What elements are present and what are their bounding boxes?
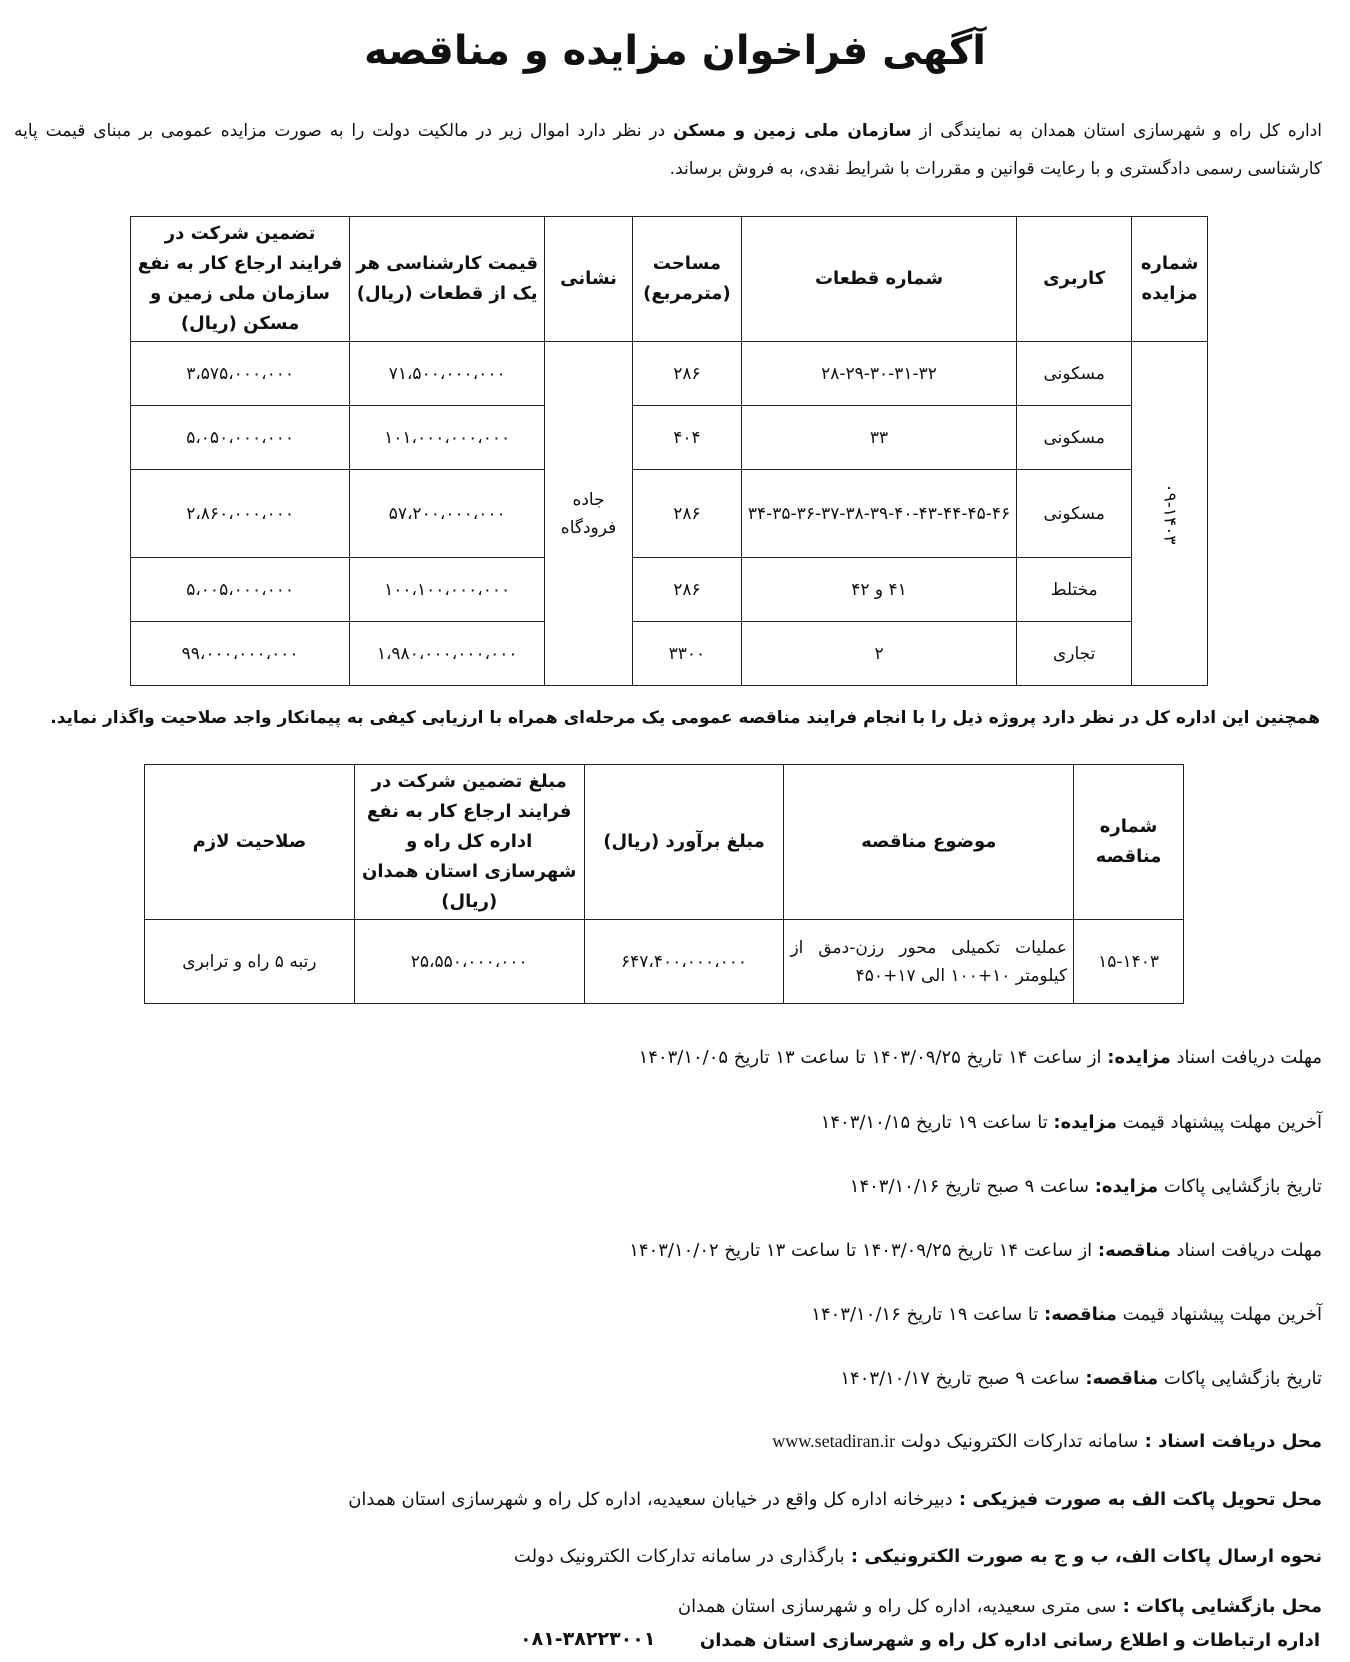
header-estimate: مبلغ برآورد (ریال) [584, 765, 784, 920]
plots-cell: ۳۳ [741, 406, 1016, 470]
schedule-value: تا ساعت ۱۹ تاریخ ۱۴۰۳/۱۰/۱۵ [820, 1112, 1054, 1133]
schedule-type: مناقصه: [1085, 1368, 1159, 1389]
detail-label: نحوه ارسال پاکات الف، ب و ج به صورت الکترونیکی : [844, 1546, 1322, 1567]
intro-part1: اداره کل راه و شهرسازی استان همدان به نمایندگی از [911, 121, 1322, 141]
header-plots: شماره قطعات [741, 217, 1016, 342]
guarantee-cell: ۹۹،۰۰۰،۰۰۰،۰۰۰ [131, 622, 350, 686]
price-cell: ۷۱،۵۰۰،۰۰۰،۰۰۰ [350, 342, 545, 406]
header-use: کاربری [1017, 217, 1132, 342]
detail-line [678, 1596, 1322, 1617]
price-cell: ۵۷،۲۰۰،۰۰۰،۰۰۰ [350, 470, 545, 558]
area-cell: ۴۰۴ [632, 406, 741, 470]
guarantee-cell: ۲،۸۶۰،۰۰۰،۰۰۰ [131, 470, 350, 558]
detail-label: محل تحویل پاکت الف به صورت فیزیکی : [952, 1489, 1322, 1510]
schedule-line [840, 1368, 1322, 1389]
intro-paragraph [14, 112, 1322, 188]
tender-subject-cell: عملیات تکمیلی محور رزن-دمق از کیلومتر ۱۰+۱۰۰ الی ۱۷+۴۵۰ [784, 920, 1074, 1004]
use-cell: مختلط [1017, 558, 1132, 622]
schedule-type: مناقصه: [1044, 1304, 1117, 1325]
schedule-line [811, 1304, 1322, 1325]
detail-value: بارگذاری در سامانه تدارکات الکترونیک دولت [513, 1546, 845, 1567]
area-cell: ۲۸۶ [632, 558, 741, 622]
schedule-type: مزایده: [1053, 1112, 1117, 1133]
guarantee-cell: ۵،۰۵۰،۰۰۰،۰۰۰ [131, 406, 350, 470]
footer-office: اداره ارتباطات و اطلاع رسانی اداره کل راه و شهرسازی استان همدان [699, 1630, 1320, 1651]
use-cell: تجاری [1017, 622, 1132, 686]
auction-number-cell [1132, 342, 1208, 686]
table-row [131, 622, 1208, 686]
page-title: آگهی فراخوان مزایده و مناقصه [363, 28, 987, 74]
detail-line [348, 1489, 1322, 1510]
schedule-label: مهلت دریافت اسناد [1170, 1047, 1322, 1068]
schedule-label: آخرین مهلت پیشنهاد قیمت [1116, 1112, 1322, 1133]
use-cell: مسکونی [1017, 406, 1132, 470]
schedule-label: تاریخ بازگشایی پاکات [1158, 1176, 1322, 1197]
header-price: قیمت کارشناسی هر یک از قطعات (ریال) [350, 217, 545, 342]
area-cell: ۳۳۰۰ [632, 622, 741, 686]
header-subject: موضوع مناقصه [784, 765, 1074, 920]
schedule-label: مهلت دریافت اسناد [1170, 1240, 1322, 1261]
table-row [131, 406, 1208, 470]
detail-line [772, 1431, 1322, 1452]
schedule-label: آخرین مهلت پیشنهاد قیمت [1116, 1304, 1322, 1325]
detail-label: محل بازگشایی پاکات : [1116, 1596, 1322, 1617]
schedule-type: مزایده: [1094, 1176, 1159, 1197]
schedule-line [850, 1176, 1322, 1197]
detail-value: سی متری سعیدیه، اداره کل راه و شهرسازی استان همدان [677, 1596, 1117, 1617]
schedule-type: مزایده: [1107, 1047, 1171, 1068]
guarantee-cell: ۳،۵۷۵،۰۰۰،۰۰۰ [131, 342, 350, 406]
footer-phone: ۰۸۱-۳۸۲۲۳۰۰۱ [520, 1628, 656, 1650]
detail-value: دبیرخانه اداره کل واقع در خیابان سعیدیه، اداره کل راه و شهرسازی استان همدان [348, 1489, 953, 1510]
schedule-type: مناقصه: [1097, 1240, 1171, 1261]
intro-org: سازمان ملی زمین و مسکن [673, 121, 912, 141]
tender-number-cell: ۱۵-۱۴۰۳ [1074, 920, 1184, 1004]
detail-value: سامانه تدارکات الکترونیک دولت [895, 1431, 1139, 1452]
schedule-value: ساعت ۹ صبح تاریخ ۱۴۰۳/۱۰/۱۷ [840, 1368, 1086, 1389]
table-row [131, 470, 1208, 558]
detail-label: محل دریافت اسناد : [1138, 1431, 1322, 1452]
header-qualification: صلاحیت لازم [145, 765, 355, 920]
schedule-value: از ساعت ۱۴ تاریخ ۱۴۰۳/۰۹/۲۵ تا ساعت ۱۳ تاریخ ۱۴۰۳/۱۰/۰۵ [638, 1047, 1108, 1068]
plots-cell: ۲ [741, 622, 1016, 686]
schedule-line [821, 1112, 1322, 1133]
plots-cell: ۴۱ و ۴۲ [741, 558, 1016, 622]
use-cell: مسکونی [1017, 342, 1132, 406]
header-area: مساحت (مترمربع) [632, 217, 741, 342]
auction-table [130, 216, 1208, 686]
tender-guarantee-cell: ۲۵،۵۵۰،۰۰۰،۰۰۰ [354, 920, 584, 1004]
table-row [131, 342, 1208, 406]
header-tender-number: شماره مناقصه [1074, 765, 1184, 920]
detail-line [514, 1546, 1322, 1567]
area-cell: ۲۸۶ [632, 342, 741, 406]
header-auction-number: شماره مزایده [1132, 217, 1208, 342]
tender-estimate-cell: ۶۴۷،۴۰۰،۰۰۰،۰۰۰ [584, 920, 784, 1004]
guarantee-cell: ۵،۰۰۵،۰۰۰،۰۰۰ [131, 558, 350, 622]
schedule-line [639, 1047, 1322, 1068]
area-cell: ۲۸۶ [632, 470, 741, 558]
schedule-value: ساعت ۹ صبح تاریخ ۱۴۰۳/۱۰/۱۶ [849, 1176, 1095, 1197]
price-cell: ۱،۹۸۰،۰۰۰،۰۰۰،۰۰۰ [350, 622, 545, 686]
schedule-label: تاریخ بازگشایی پاکات [1158, 1368, 1322, 1389]
auction-number: ۰۹-۱۴۰۳ [1159, 483, 1180, 544]
address-cell: جاده فرودگاه [545, 342, 633, 686]
schedule-line [629, 1240, 1322, 1261]
table-row [145, 920, 1184, 1004]
price-cell: ۱۰۱،۰۰۰،۰۰۰،۰۰۰ [350, 406, 545, 470]
header-address: نشانی [545, 217, 633, 342]
website-link[interactable]: www.setadiran.ir [772, 1431, 896, 1451]
schedule-value: تا ساعت ۱۹ تاریخ ۱۴۰۳/۱۰/۱۶ [811, 1304, 1045, 1325]
tender-table [144, 764, 1184, 1004]
price-cell: ۱۰۰،۱۰۰،۰۰۰،۰۰۰ [350, 558, 545, 622]
header-tender-guarantee: مبلغ تضمین شرکت در فرایند ارجاع کار به نفع اداره کل راه و شهرسازی استان همدان (ریال) [354, 765, 584, 920]
use-cell: مسکونی [1017, 470, 1132, 558]
tender-qualification-cell: رتبه ۵ راه و ترابری [145, 920, 355, 1004]
plots-cell: ۳۴-۳۵-۳۶-۳۷-۳۸-۳۹-۴۰-۴۳-۴۴-۴۵-۴۶ [741, 470, 1016, 558]
intro-part2: در نظر دارد اموال زیر در مالکیت دولت را به صورت مزایده عمومی بر مبنای قیمت پایه کارشناسی رسمی دادگستری و با رعایت قوانین و مقررات با شرایط نقدی، به فروش برساند. [14, 121, 1322, 179]
schedule-value: از ساعت ۱۴ تاریخ ۱۴۰۳/۰۹/۲۵ تا ساعت ۱۳ تاریخ ۱۴۰۳/۱۰/۰۲ [629, 1240, 1098, 1261]
table-row [131, 558, 1208, 622]
plots-cell: ۲۸-۲۹-۳۰-۳۱-۳۲ [741, 342, 1016, 406]
header-guarantee: تضمین شرکت در فرایند ارجاع کار به نفع سازمان ملی زمین و مسکن (ریال) [131, 217, 350, 342]
tender-note: همچنین این اداره کل در نظر دارد پروژه ذیل را با انجام فرایند مناقصه عمومی یک مرحله‌ای همراه با ارزیابی کیفی به پیمانکار واجد صلاحیت واگذار نماید. [50, 708, 1320, 728]
